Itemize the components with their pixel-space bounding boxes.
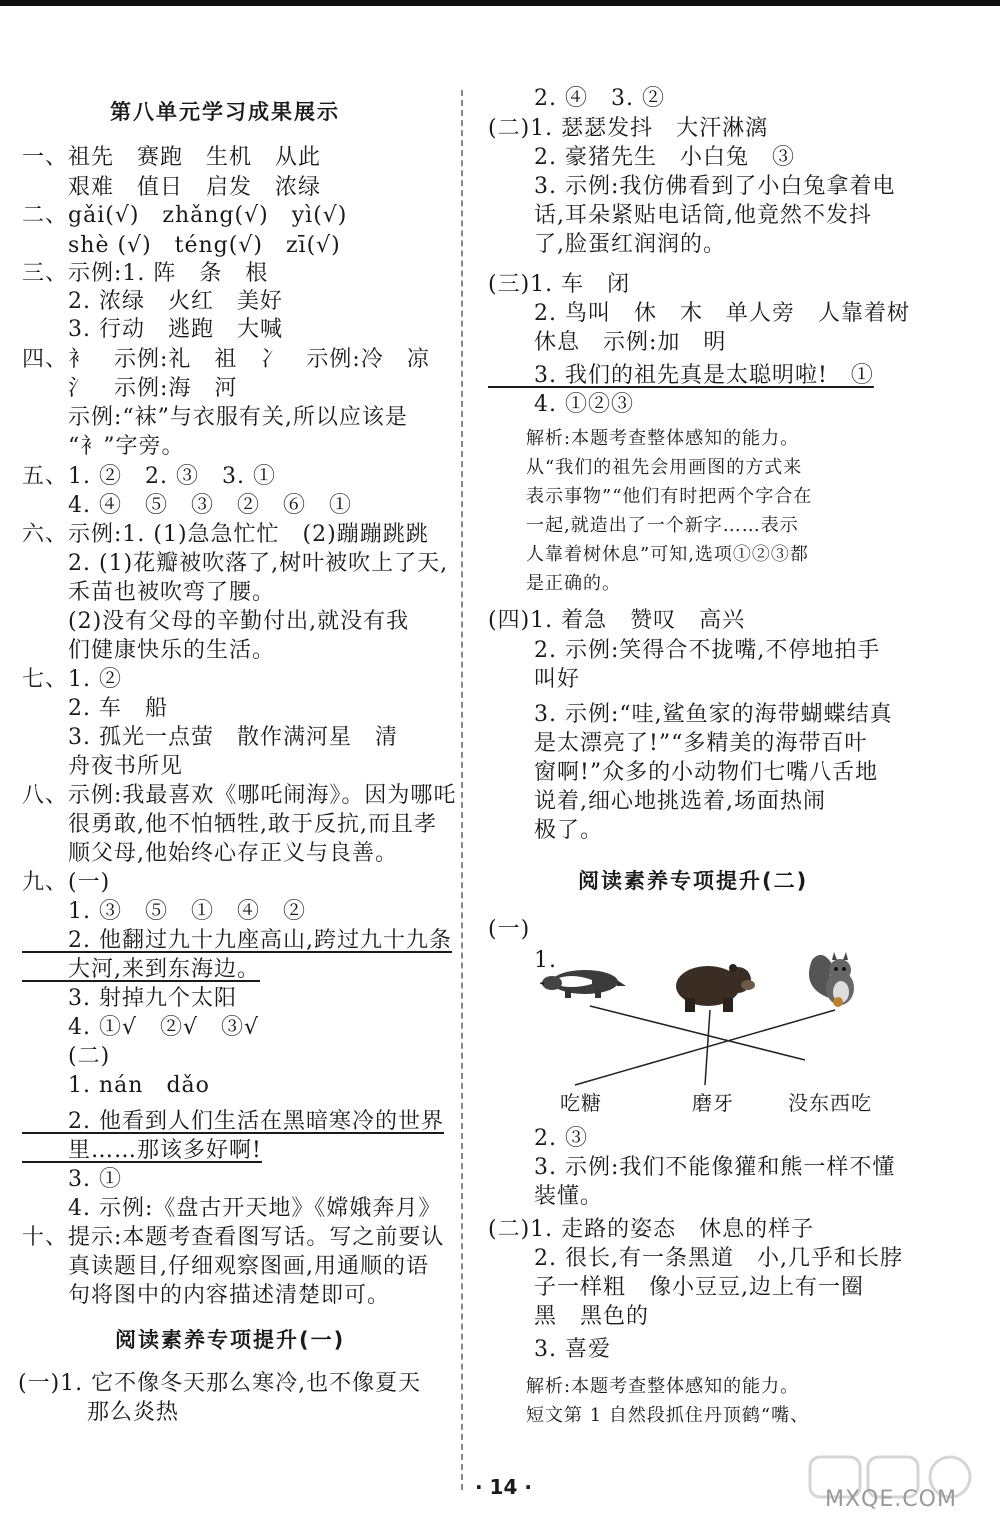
page-number: · 14 · — [475, 1475, 532, 1499]
answer-line: 是正确的。 — [488, 573, 621, 594]
answer-line: shè (√) téng(√) zī(√) — [22, 233, 341, 258]
answer-line: 从“我们的祖先会用画图的方式来 — [488, 457, 803, 478]
answer-line: 四、衤 示例:礼 祖 冫 示例:冷 凉 — [22, 347, 430, 372]
answer-line: 3. 我们的祖先真是太聪明啦! ① — [488, 363, 874, 388]
answer-line: 顺父母,他始终心存正义与良善。 — [22, 841, 398, 866]
answer-line: 2. 他翻过九十九座高山,跨过九十九条 — [22, 928, 452, 953]
answer-line: 一、祖先 赛跑 生机 从此 — [22, 145, 322, 170]
answer-line: 舟夜书所见 — [22, 754, 184, 779]
answer-line: 2. ③ — [488, 1126, 588, 1151]
answer-line: 1. ③ ⑤ ① ④ ② — [22, 899, 306, 924]
answer-line: 2. 浓绿 火红 美好 — [22, 289, 283, 314]
answer-line: 3. 示例:我们不能像獾和熊一样不懂 — [488, 1155, 896, 1180]
answer-line: 表示事物”“他们有时把两个字合在 — [488, 486, 813, 507]
answer-line: 八、示例:我最喜欢《哪吒闹海》。因为哪吒 — [22, 783, 457, 808]
answer-line: 2. (1)花瓣被吹落了,树叶被吹上了天, — [22, 551, 449, 576]
answer-line: 装懂。 — [488, 1184, 604, 1209]
answer-line: (二) — [22, 1044, 111, 1069]
answer-line: 4. 示例:《盘古开天地》《嫦娥奔月》 — [22, 1196, 442, 1221]
answer-line: 2. 车 船 — [22, 696, 168, 721]
answer-line: 里……那该多好啊! — [22, 1138, 262, 1163]
top-border — [0, 0, 1000, 6]
answer-line: 禾苗也被吹弯了腰。 — [22, 580, 276, 605]
answer-line: 那么炎热 — [18, 1400, 180, 1425]
match-label-1: 吃糖 — [560, 1091, 602, 1115]
watermark-site: MXQE.COM — [825, 1487, 957, 1512]
answer-line: 六、示例:1. (1)急急忙忙 (2)蹦蹦跳跳 — [22, 522, 429, 547]
answer-line: 大河,来到东海边。 — [22, 957, 260, 982]
section-heading: 阅读素养专项提升(一) — [115, 1328, 346, 1352]
answer-line: 氵 示例:海 河 — [22, 376, 238, 401]
answer-line: 3. 示例:我仿佛看到了小白兔拿着电 — [488, 174, 896, 199]
answer-line: 4. ④ ⑤ ③ ② ⑥ ① — [22, 493, 352, 518]
answer-line: 三、示例:1. 阵 条 根 — [22, 261, 269, 286]
answer-line: (一)1. 它不像冬天那么寒冷,也不像夏天 — [18, 1371, 422, 1396]
answer-line: 极了。 — [488, 818, 604, 843]
answer-line: 窗啊!”众多的小动物们七嘴八舌地 — [488, 760, 879, 785]
match-label-3: 没东西吃 — [788, 1091, 872, 1115]
answer-line: 黑 黑色的 — [488, 1304, 650, 1329]
answer-line: 3. 行动 逃跑 大喊 — [22, 317, 283, 342]
answer-line: 解析:本题考查整体感知的能力。 — [488, 1376, 800, 1397]
answer-line: 七、1. ② — [22, 667, 122, 692]
answer-line: 3. ① — [22, 1167, 122, 1192]
answer-line: 1. nán dǎo — [22, 1073, 210, 1098]
answer-line: “衤”字旁。 — [22, 434, 185, 459]
answer-line: 解析:本题考查整体感知的能力。 — [488, 428, 800, 449]
answer-line: 3. 示例:“哇,鲨鱼家的海带蝴蝶结真 — [488, 702, 893, 727]
answer-line: 一起,就造出了一个新字……表示 — [488, 515, 799, 536]
answer-line: 二、gǎi(√) zhǎng(√) yì(√) — [22, 203, 348, 228]
answer-line: 示例:“袜”与衣服有关,所以应该是 — [22, 405, 408, 430]
answer-line: 句将图中的内容描述清楚即可。 — [22, 1283, 391, 1308]
answer-line: 1. — [488, 948, 557, 973]
bear-icon — [676, 964, 755, 1012]
answer-line: 了,脸蛋红润润的。 — [488, 232, 726, 257]
answer-line: 很勇敢,他不怕牺牲,敢于反抗,而且孝 — [22, 812, 437, 837]
column-divider — [461, 90, 463, 1490]
answer-line: 3. 射掉九个太阳 — [22, 986, 237, 1011]
badger-icon — [540, 970, 626, 998]
answer-line: 4. ①√ ②√ ③√ — [22, 1015, 260, 1040]
answer-line: 短文第 1 自然段抓住丹顶鹤“嘴、 — [488, 1405, 810, 1426]
answer-line: 2. 很长,有一条黑道 小,几乎和长脖 — [488, 1246, 903, 1271]
answer-line: 人靠着树休息”可知,选项①②③都 — [488, 544, 809, 565]
answer-line: (2)没有父母的辛勤付出,就没有我 — [22, 609, 410, 634]
answer-line: (一) — [488, 917, 531, 942]
answer-line: 叫好 — [488, 667, 581, 692]
answer-line: 说着,细心地挑选着,场面热闹 — [488, 789, 826, 814]
answer-line: 3. 喜爱 — [488, 1337, 611, 1362]
answer-line: 五、1. ② 2. ③ 3. ① — [22, 464, 276, 489]
answer-line: 十、提示:本题考查看图写话。写之前要认 — [22, 1225, 445, 1250]
section-heading: 第八单元学习成果展示 — [110, 100, 340, 124]
answer-line: (三)1. 车 闭 — [488, 272, 631, 297]
answer-line: (二)1. 瑟瑟发抖 大汗淋漓 — [488, 116, 769, 141]
answer-line: 真读题目,仔细观察图画,用通顺的语 — [22, 1254, 429, 1279]
answer-line: 2. ④ 3. ② — [488, 86, 665, 111]
answer-line: 2. 他看到人们生活在黑暗寒冷的世界 — [22, 1109, 444, 1134]
match-label-2: 磨牙 — [692, 1091, 734, 1115]
answer-line: (二)1. 走路的姿态 休息的样子 — [488, 1217, 815, 1242]
answer-line: 九、(一) — [22, 870, 111, 895]
answer-line: 是太漂亮了!”“多精美的海带百叶 — [488, 731, 868, 756]
answer-line: 3. 孤光一点萤 散作满河星 清 — [22, 725, 398, 750]
answer-line: 子一样粗 像小豆豆,边上有一圈 — [488, 1275, 864, 1300]
answer-line: 休息 示例:加 明 — [488, 330, 727, 355]
answer-line: 们健康快乐的生活。 — [22, 638, 276, 663]
answer-line: 4. ①②③ — [488, 392, 634, 417]
answer-line: 艰难 值日 启发 浓绿 — [22, 175, 322, 200]
answer-line: 2. 豪猪先生 小白兔 ③ — [488, 145, 795, 170]
answer-line: (四)1. 着急 赞叹 高兴 — [488, 608, 746, 633]
section-heading: 阅读素养专项提升(二) — [578, 869, 809, 893]
answer-line: 2. 示例:笑得合不拢嘴,不停地拍手 — [488, 638, 881, 663]
answer-line: 话,耳朵紧贴电话筒,他竟然不发抖 — [488, 203, 872, 228]
answer-line: 2. 鸟叫 休 木 单人旁 人靠着树 — [488, 301, 910, 326]
squirrel-icon — [809, 952, 854, 1007]
